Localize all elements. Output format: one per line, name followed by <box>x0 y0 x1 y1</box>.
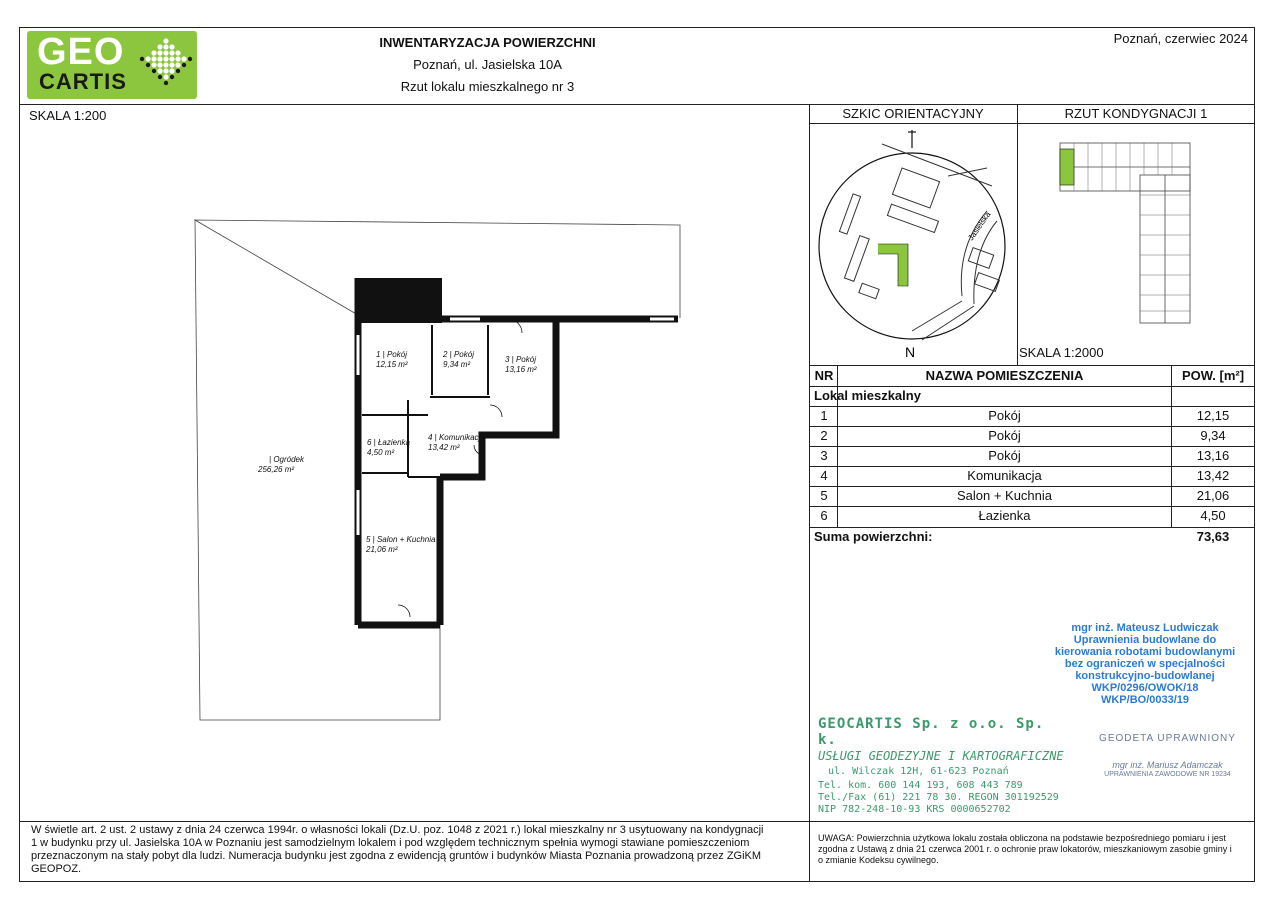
engineer-certification-stamp <box>1050 622 1240 706</box>
room-area: 13,42 m² <box>428 443 460 452</box>
row-area: 13,42 <box>1196 468 1230 483</box>
cert-line: Uprawnienia budowlane do <box>1073 634 1217 646</box>
floor-title: RZUT KONDYGNACJI 1 <box>1064 106 1208 121</box>
cert-line: kierowania robotami budowlanymi <box>1054 646 1236 658</box>
row-area: 12,15 <box>1196 408 1230 423</box>
cert-line: WKP/BO/0033/19 <box>1100 694 1190 706</box>
floor-scale: SKALA 1:2000 <box>1019 345 1104 360</box>
row-nr: 5 <box>820 488 828 503</box>
company-nip: NIP 782-248-10-93 KRS 0000652702 <box>818 804 1011 815</box>
room-area: 21,06 m² <box>366 545 398 554</box>
company-fax: Tel./Fax (61) 221 78 30. REGON 301192529 <box>818 792 1059 803</box>
room-label-2 <box>443 350 474 370</box>
column-divider-area <box>1171 365 1172 527</box>
company-services: USŁUGI GEODEZYJNE I KARTOGRAFICZNE <box>818 749 1064 763</box>
cert-line: konstrukcyjno-budowlanej <box>1075 670 1215 682</box>
room-area: 12,15 m² <box>376 360 408 369</box>
header-area: POW. [m²] <box>1181 368 1245 383</box>
logo-dots-icon <box>139 37 193 93</box>
legal-statement: W świetle art. 2 ust. 2 ustawy z dnia 24 czerwca 1994r. o własności lokali (Dz.U. poz. 1048 z 2021 r.) lokal mieszkalny nr 3 usytuowany na kondygnacji 1 w budynku przy ul. Jasielska 10A w Poznaniu jest samodzielnym lokalem i pod względem technicznym spełnia wymogi stawiane pomieszczeniom przeznaczonym na stały pobyt dla ludzi. Numeracja budynku jest zgodna z ewidencją gruntów i budynków Miasta Poznania prowadzoną przez ZGiKM GEOPOZ. <box>31 824 764 875</box>
table-row <box>810 446 1255 466</box>
room-label-1 <box>376 350 408 370</box>
room-label-6 <box>367 438 410 458</box>
section-label: Lokal mieszkalny <box>814 388 921 403</box>
row-area: 4,50 <box>1200 508 1226 523</box>
table-header-row <box>810 366 1255 386</box>
north-arrow-label: N <box>905 344 916 360</box>
room-name: 4 | Komunikacja <box>428 433 485 442</box>
room-name: 2 | Pokój <box>443 350 474 359</box>
header-name: NAZWA POMIESZCZENIA <box>925 368 1084 383</box>
room-area: 4,50 m² <box>367 448 395 457</box>
footer-vertical-divider <box>809 821 810 882</box>
table-row <box>810 506 1255 526</box>
room-label-5 <box>366 535 435 555</box>
logo-text-cartis: CARTIS <box>39 69 127 94</box>
plan-scale: SKALA 1:200 <box>29 108 107 123</box>
floor-layout-plan <box>1040 135 1200 335</box>
document-title: INWENTARYZACJA POWIERZCHNI <box>379 35 596 50</box>
building-shape <box>878 244 908 286</box>
room-name: | Ogródek <box>269 455 304 464</box>
room-area: 9,34 m² <box>443 360 471 369</box>
geocartis-logo <box>27 31 197 99</box>
street-label: Jasielska <box>966 210 993 243</box>
surveyor-title: GEODETA UPRAWNIONY <box>1099 733 1236 744</box>
logo-text-geo: GEO <box>37 31 125 73</box>
sketch-floor-divider <box>1017 104 1018 365</box>
row-name: Komunikacja <box>967 468 1042 483</box>
document-subtitle: Rzut lokalu mieszkalnego nr 3 <box>400 79 575 94</box>
cert-line: mgr inż. Mateusz Ludwiczak <box>1071 622 1219 634</box>
row-name: Pokój <box>988 448 1021 463</box>
orientation-sketch <box>812 126 1017 362</box>
table-row <box>810 486 1255 506</box>
surveyor-name: mgr inż. Mariusz Adamczak <box>1112 760 1223 770</box>
company-name: GEOCARTIS Sp. z o.o. Sp. k. <box>818 716 1045 748</box>
row-nr: 1 <box>820 408 828 423</box>
company-stamp <box>818 716 1068 815</box>
sum-value: 73,63 <box>1196 529 1230 544</box>
row-nr: 2 <box>820 428 828 443</box>
table-sum-row <box>810 527 1255 547</box>
table-row <box>810 426 1255 446</box>
company-phone: Tel. kom. 600 144 193, 608 443 789 <box>818 780 1023 791</box>
column-divider-nr <box>837 365 838 527</box>
document-address: Poznań, ul. Jasielska 10A <box>413 57 562 72</box>
company-address: ul. Wilczak 12H, 61-623 Poznań <box>828 766 1009 777</box>
row-name: Pokój <box>988 408 1021 423</box>
room-label-3 <box>505 355 537 375</box>
row-area: 13,16 <box>1196 448 1230 463</box>
room-name: 6 | Łazienka <box>367 438 410 447</box>
row-nr: 4 <box>820 468 828 483</box>
cert-line: WKP/0296/OWOK/18 <box>1091 682 1199 694</box>
room-label-4 <box>428 433 485 453</box>
structural-column <box>355 278 442 323</box>
row-name: Pokój <box>988 428 1021 443</box>
room-name: 3 | Pokój <box>505 355 536 364</box>
sum-label: Suma powierzchni: <box>814 529 933 544</box>
table-row <box>810 406 1255 426</box>
table-row <box>810 466 1255 486</box>
header-nr: NR <box>814 368 834 383</box>
header-divider <box>19 104 1255 105</box>
highlighted-unit <box>1060 149 1074 185</box>
room-name: 1 | Pokój <box>376 350 407 359</box>
table-section-row <box>810 386 1255 406</box>
surveyor-license: UPRAWNIENIA ZAWODOWE NR 19234 <box>1104 771 1231 778</box>
row-nr: 3 <box>820 448 828 463</box>
area-note: UWAGA: Powierzchnia użytkowa lokalu została obliczona na podstawie bezpośredniego pomiaru i jest zgodna z Ustawą z dnia 21 czerwca 2001 r. o ochronie praw lokatorów, mieszkaniowym zasobie gminy i o zmianie Kodeksu cywilnego. <box>818 833 1232 865</box>
row-nr: 6 <box>820 508 828 523</box>
room-name: 5 | Salon + Kuchnia <box>366 535 436 544</box>
place-and-date: Poznań, czerwiec 2024 <box>1113 31 1248 46</box>
sketch-title: SZKIC ORIENTACYJNY <box>842 106 984 121</box>
row-area: 21,06 <box>1196 488 1230 503</box>
sketch-heading-divider <box>809 123 1255 124</box>
room-label-garden <box>258 455 304 475</box>
row-name: Salon + Kuchnia <box>956 488 1053 503</box>
row-name: Łazienka <box>978 508 1031 523</box>
room-area: 256,26 m² <box>258 465 295 474</box>
cert-line: bez ograniczeń w specjalności <box>1064 658 1226 670</box>
surveyor-stamp <box>1080 733 1255 778</box>
footer-divider <box>19 821 1255 822</box>
room-area: 13,16 m² <box>505 365 537 374</box>
row-area: 9,34 <box>1200 428 1226 443</box>
